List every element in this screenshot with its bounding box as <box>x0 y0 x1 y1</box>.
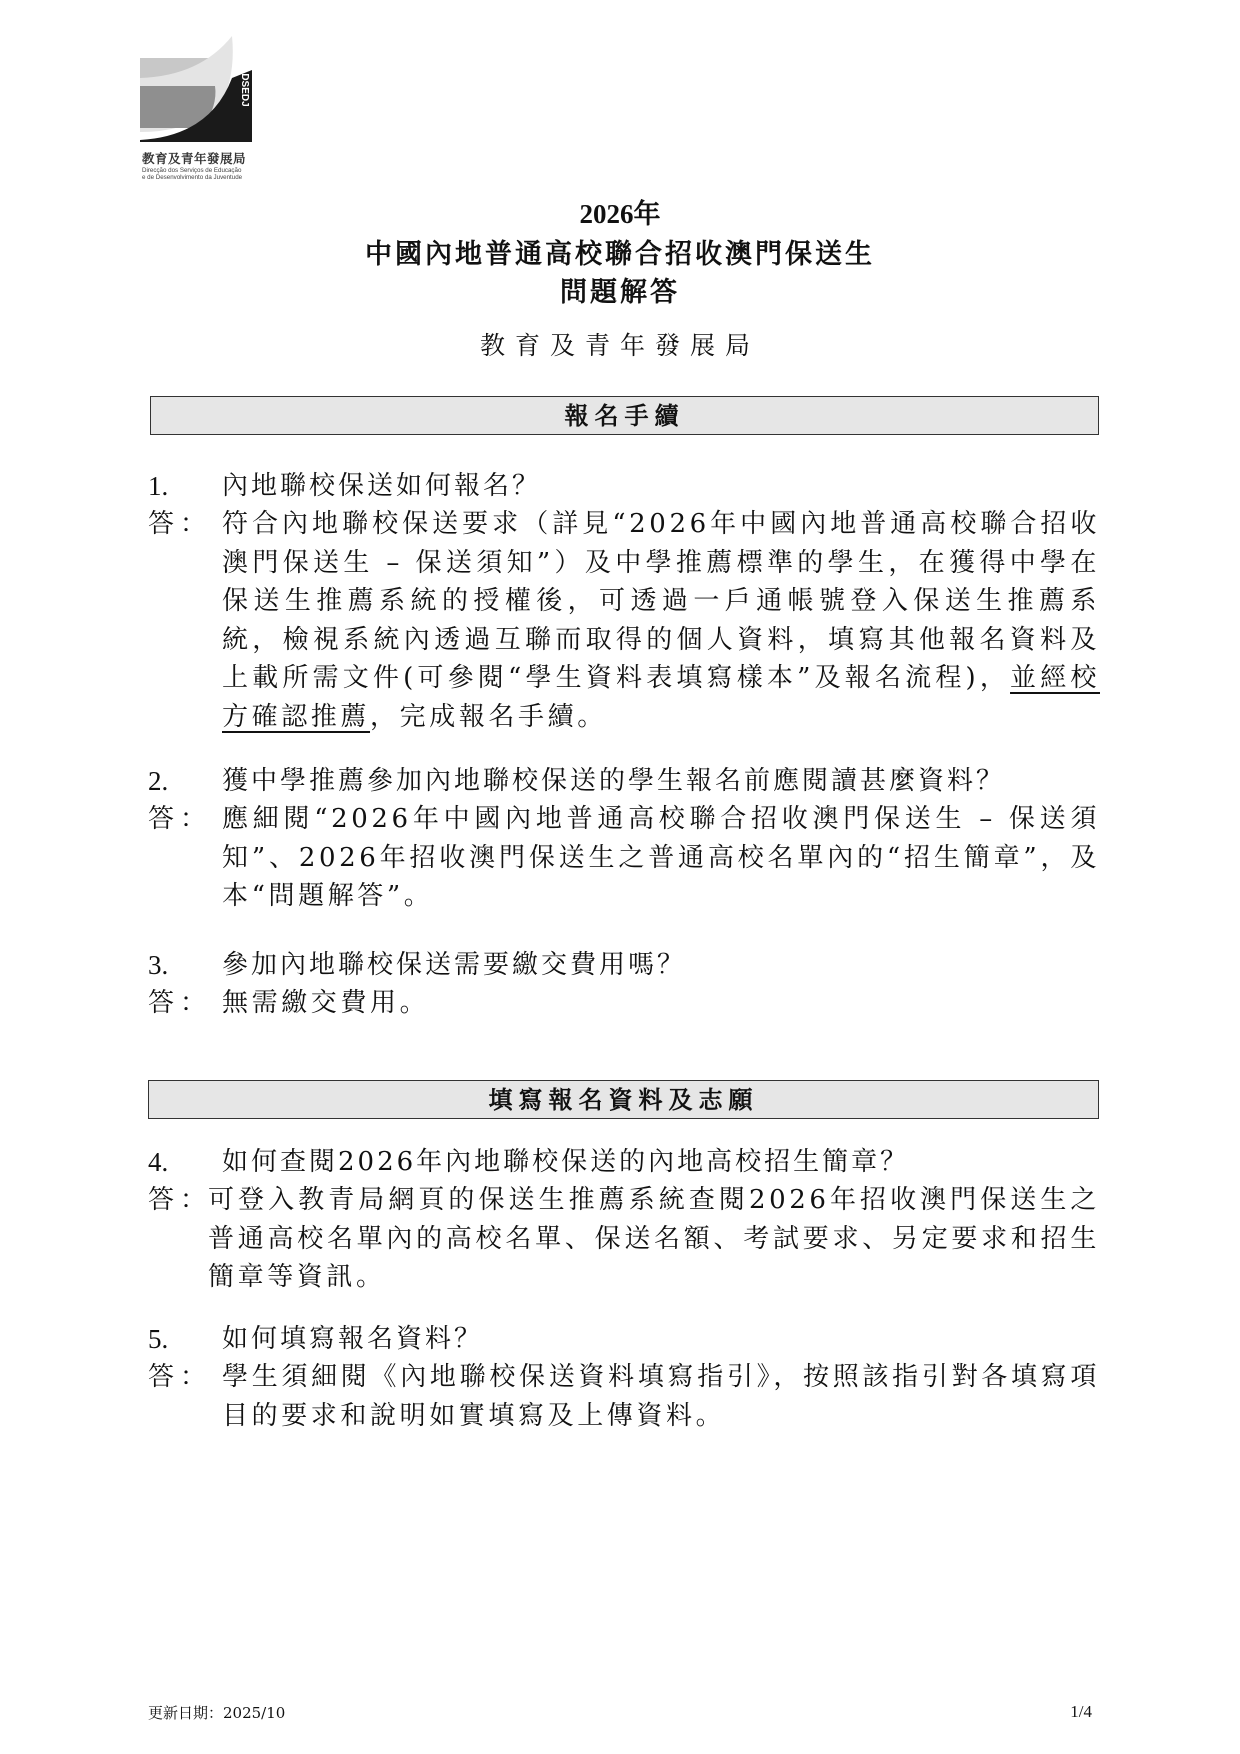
answer-text: 可登入教青局網頁的保送生推薦系統查閱2026年招收澳門保送生之普通高校名單內的高校名單、保送名額、考試要求、另定要求和招生簡章等資訊。 <box>208 1185 1100 1292</box>
answer-label: 答： <box>148 1185 213 1215</box>
faq-item <box>148 1320 1100 1435</box>
question-text: 如何填寫報名資料？ <box>222 1324 484 1354</box>
question-number: 3. <box>148 950 169 980</box>
question-number: 4. <box>148 1147 169 1177</box>
question-number: 5. <box>148 1324 169 1354</box>
question-number: 2. <box>148 766 169 796</box>
svg-text:DSEDJ: DSEDJ <box>239 73 250 107</box>
logo-graphic-icon <box>140 36 260 148</box>
section-header-fill-info: 填寫報名資料及志願 <box>148 1080 1099 1119</box>
document-title: 中國內地普通高校聯合招收澳門保送生 <box>365 239 875 270</box>
question-number: 1. <box>148 471 169 501</box>
faq-item <box>148 467 1100 736</box>
answer-text: 符合內地聯校保送要求（詳見“2026年中國內地普通高校聯合招收澳門保送生 – 保送須知”）及中學推薦標準的學生，在獲得中學在保送生推薦系統的授權後，可透過一戶通帳號登入保送生推薦系統，檢視系統內透過互聯而取得的個人資料，填寫其他報名資料及上載所需文件(可參閱“學生資料表填寫樣本”及報名流程)，並經校方確認推薦，完成報名手續。 <box>222 509 1100 732</box>
faq-item <box>148 762 1100 916</box>
update-date: 更新日期：2025/10 <box>148 1704 286 1722</box>
answer-label: 答： <box>148 509 213 539</box>
answer-label: 答： <box>148 1362 213 1392</box>
document-subtitle: 問題解答 <box>560 277 680 308</box>
page-number: 1/4 <box>1070 1702 1092 1721</box>
faq-item <box>148 946 1100 1023</box>
answer-text: 應細閱“2026年中國內地普通高校聯合招收澳門保送生 – 保送須知”、2026年招收澳門保送生之普通高校名單內的“招生簡章”，及本“問題解答”。 <box>222 804 1100 911</box>
faq-item <box>148 1143 1100 1297</box>
question-text: 內地聯校保送如何報名？ <box>222 471 542 501</box>
department-name: 教育及青年發展局 <box>479 331 760 360</box>
question-text: 參加內地聯校保送需要繳交費用嗎？ <box>222 950 687 980</box>
answer-label: 答： <box>148 988 213 1018</box>
logo-name-portuguese-line1: Direcção dos Serviços de Educação <box>142 167 242 174</box>
answer-label: 答： <box>148 804 213 834</box>
logo-name-portuguese-line2: e de Desenvolvimento da Juventude <box>142 174 243 181</box>
question-text: 如何查閱2026年內地聯校保送的內地高校招生簡章？ <box>222 1147 910 1177</box>
answer-text: 學生須細閱《內地聯校保送資料填寫指引》，按照該指引對各填寫項目的要求和說明如實填寫及上傳資料。 <box>222 1362 1100 1431</box>
answer-text: 無需繳交費用。 <box>222 988 430 1018</box>
underlined-emphasis: 並經校方確認推薦 <box>222 663 1100 732</box>
document-year: 2026年 <box>579 199 661 229</box>
section-header-registration: 報名手續 <box>150 396 1099 435</box>
logo-name-chinese: 教育及青年發展局 <box>142 151 247 166</box>
question-text: 獲中學推薦參加內地聯校保送的學生報名前應閱讀甚麼資料？ <box>222 766 1006 796</box>
dsedj-logo <box>140 36 260 186</box>
